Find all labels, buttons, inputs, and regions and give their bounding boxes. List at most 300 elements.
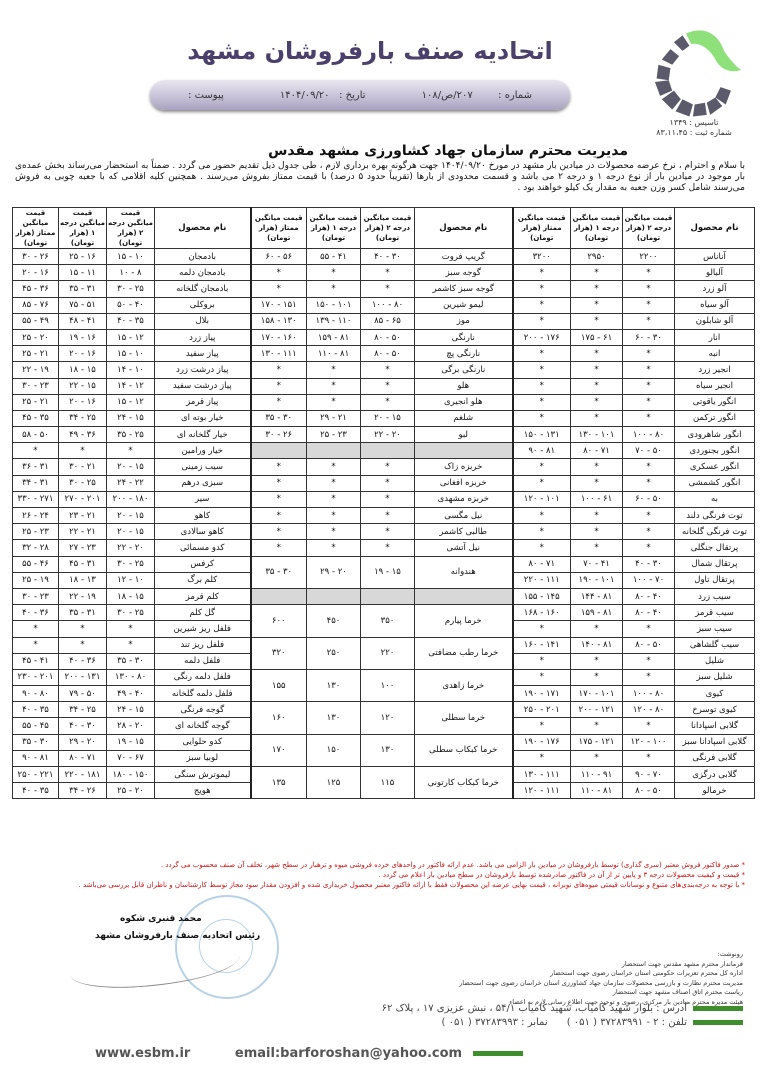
accent-bar-icon [693,1020,743,1025]
footer-contact [382,1002,743,1030]
product-name-cell: کاهو [155,508,251,524]
price-cell: ۳۰ - ۴۰ [59,718,107,734]
price-cell: ۱۹ - ۲۲ [59,588,107,604]
price-cell: ۲۹۵۰ [571,249,623,265]
price-cell: ۱۵ - ۱۹ [107,734,155,750]
product-name-cell: گلابی فرنگی [675,750,755,766]
footer-phone-line [382,1016,743,1030]
price-cell: ۱۶ - ۱۹ [59,329,107,345]
price-cell: ۳۶ - ۴۰ [59,653,107,669]
price-cell: * [59,621,107,637]
product-name-cell: انگور عسکری [675,459,755,475]
price-cell: ۱۵ - ۱۹ [361,556,415,588]
product-name-cell: انگور شاهرودی [675,427,755,443]
product-name-cell: بادمجان دلمه [155,265,251,281]
price-cell: ۳۱ - ۳۴ [13,475,59,491]
product-name-cell: گوجه فرنگی [155,702,251,718]
price-cell: ۲۵۰ [307,637,361,669]
note-item: * با توجه به درجه‌بندی‌های متنوع و نوسانات قیمتی میوه‌های نوبرانه ، قیمت نهایی عرضه این محصولات فقط با ارائه فاکتور معتبر محصول خریداری شده و افزودن مقدار سود مجاز توسط کارشناسان و ناظران قابل بررسی می‌باشد . [78,881,745,889]
product-name-cell: لیموترش سنگی [155,767,251,783]
price-cell: ۱۳۱ - ۲۰۰ [59,669,107,685]
product-name-cell: فلفل دلمه [155,653,251,669]
price-cell: * [513,669,571,685]
price-cell: * [623,508,675,524]
price-cell: * [513,475,571,491]
price-cell: ۵۰ - ۸۰ [623,637,675,653]
product-name-cell: طالبی کاشمر [415,524,513,540]
price-cell: * [623,669,675,685]
price-cell: ۱۵ - ۲۲ [59,378,107,394]
product-name-cell: سیب قرمز [675,605,755,621]
cc-item: هیئت مدیره محترم میادین بار مرکزی، رضوی و توحید جهت اطلاع رسانی لازم به اعضاء [509,997,743,1006]
price-cell: ۱۳۰ [361,734,415,766]
table-header-row [13,208,755,249]
price-cell: * [307,394,361,410]
price-cell: * [107,637,155,653]
price-cell: ۷۰ - ۹۰ [623,767,675,783]
product-name-cell: کرفس [155,556,251,572]
price-cell: ۴۱ - ۵۵ [307,249,361,265]
product-name-cell: پرتقال جنگلی [675,540,755,556]
price-cell: ۳۵۰ [361,605,415,637]
price-cell: * [513,362,571,378]
price-cell: ۵۰ - ۸۰ [361,346,415,362]
product-name-cell: نارنگی [415,329,513,345]
price-cell: ۲۳ - ۳۰ [13,588,59,604]
union-title: اتحادیه صنف بارفروشان مشهد [187,37,553,65]
price-cell: ۱۵۵ [251,669,307,701]
price-cell: ۸۰ - ۱۰۰ [623,686,675,702]
table-row [13,249,755,265]
price-cell: ۱۵ - ۱۸ [59,362,107,378]
product-name-cell: خرما کبکاب کارتونی [415,767,513,799]
product-name-cell: سبزی درهم [155,475,251,491]
table-row [13,378,755,394]
product-name-cell: موز [415,313,513,329]
product-name-cell: خرما رطب مضافتی [415,637,513,669]
price-cell: * [361,475,415,491]
price-cell: * [251,362,307,378]
price-cell: * [13,621,59,637]
price-cell: * [107,621,155,637]
product-name-cell: انبه [675,346,755,362]
product-name-cell: پیاز زرد [155,329,251,345]
price-cell: ۲۰ - ۲۵ [13,329,59,345]
price-cell: ۱۵ - ۲۴ [107,410,155,426]
product-name-cell: فلفل دلمه گلخانه [155,686,251,702]
price-cell: ۲۱ - ۳۰ [59,459,107,475]
table-row [13,362,755,378]
product-name-cell: نیل مگسی [415,508,513,524]
price-cell: ۲۰ - ۲۹ [59,734,107,750]
price-cell: ۱۴۵ - ۱۵۵ [513,588,571,604]
price-cell: * [571,475,623,491]
product-name-cell [415,588,513,604]
header-grade2: قیمت میانگین درجه ۲ (هزار تومان) [107,209,154,247]
header-grade1: قیمت میانگین درجه ۱ (هزار تومان) [307,208,361,249]
price-cell: * [307,508,361,524]
price-cell: ۱۵ - ۲۰ [107,524,155,540]
product-name-cell: خرما پیارم [415,605,513,637]
price-cell: ۵۰ - ۷۰ [623,443,675,459]
product-name-cell: گلابی اسپادانا [675,718,755,734]
price-cell: ۳۰ - ۳۵ [13,734,59,750]
price-cell: ۱۰۰ - ۱۲۰ [623,734,675,750]
price-cell: ۵۰ - ۸۰ [623,783,675,799]
price-cell: * [307,491,361,507]
table-row [13,508,755,524]
price-cell: * [623,297,675,313]
price-cell: * [623,362,675,378]
price-cell: * [307,540,361,556]
product-name-cell: بادمجان گلخانه [155,281,251,297]
product-name-cell: توت فرنگی گلخانه [675,524,755,540]
price-cell: ۱۰ - ۱۴ [107,362,155,378]
price-cell: * [623,313,675,329]
product-name-cell: نارنگی پچ [415,346,513,362]
price-cell: ۲۲۱ - ۲۵۰ [13,767,59,783]
price-cell: ۲۳ - ۲۷ [59,540,107,556]
header-grade1: قیمت میانگین درجه ۱ (هزار تومان) [59,209,106,247]
table-row [13,297,755,313]
price-cell: ۱۵ - ۱۸ [107,588,155,604]
price-cell: ۱۶۰ - ۱۶۸ [513,605,571,621]
union-logo-icon [648,25,743,120]
number-field: شماره : ۲۰۷/ص/۱۰۸ [421,89,532,101]
price-cell: * [251,524,307,540]
table-row [13,540,755,556]
table-row [13,475,755,491]
product-name-cell: خرما سطلی [415,702,513,734]
price-cell: ۸۱ - ۱۴۴ [571,588,623,604]
price-cell: * [571,508,623,524]
date-field: تاریخ : ۱۴۰۴/۰۹/۲۰ [279,89,366,101]
price-cell: * [307,281,361,297]
product-name-cell: انجیر زرد [675,362,755,378]
product-name-cell: کاهو سالادی [155,524,251,540]
product-name-cell: لوبیا سبز [155,750,251,766]
price-cell [251,588,307,604]
price-cell: ۱۰۰ [361,669,415,701]
price-cell: ۱۵ - ۲۴ [107,702,155,718]
table-row [13,443,755,459]
price-cell [307,443,361,459]
price-cell: ۷۰ - ۱۰۰ [623,572,675,588]
cc-item: مدیریت محترم نظارت و بازرسی محصولات سازمان جهاد کشاورزی استان خراسان رضوی جهت استحضار [459,978,743,987]
product-name-cell: بروکلی [155,297,251,313]
product-name-cell: خیار بوته ای [155,410,251,426]
price-cell: ۸۱ - ۹۰ [13,750,59,766]
cc-item: فرماندار محترم مشهد مقدس جهت استحضار [621,959,743,968]
price-cell: ۱۷۰ [251,734,307,766]
product-name-cell: پرتقال شمال [675,556,755,572]
price-cell: ۳۱ - ۳۵ [59,281,107,297]
price-cell: * [623,653,675,669]
price-cell: ۱۶ - ۲۰ [59,346,107,362]
price-cell: ۵۰ - ۸۰ [361,329,415,345]
price-cell: ۳۶ - ۴۵ [13,281,59,297]
website-link[interactable]: www.esbm.ir [95,1046,191,1061]
price-cell: ۶۵ - ۸۵ [361,313,415,329]
price-cell: ۳۵ - ۴۵ [13,410,59,426]
price-cell: ۳۵ - ۴۰ [107,313,155,329]
price-cell: * [361,508,415,524]
cc-label: رونوشت: [717,950,743,958]
price-cell: * [307,362,361,378]
price-cell: ۸۰ - ۱۳۰ [107,669,155,685]
header-grade2: قیمت میانگین درجه ۲ (هزار تومان) [623,208,675,249]
price-cell: ۱۵۰ [307,734,361,766]
price-cell: ۲۰۱ - ۲۵۰ [513,702,571,718]
price-cell: ۱۳۰ [307,702,361,734]
price-cell: ۱۱۱ - ۱۳۰ [513,767,571,783]
price-cell: ۱۰۱ - ۱۷۰ [571,686,623,702]
price-cell: ۴۵۰ [307,605,361,637]
product-name-cell: به [675,491,755,507]
product-name-cell: آلبالو [675,265,755,281]
price-cell: ۲۲۰۰ [623,249,675,265]
price-cell: * [513,459,571,475]
product-name-cell: سیب گلشاهی [675,637,755,653]
product-name-cell: خرما کبکاب سطلی [415,734,513,766]
footer-web-line [95,1046,523,1062]
price-cell [361,443,415,459]
price-cell: * [513,297,571,313]
price-cell: ۱۷۶ - ۲۰۰ [513,329,571,345]
cc-item: ریاست محترم اتاق اصناف مشهد جهت استحضار [612,988,743,996]
header-name: نام محصول [155,208,251,249]
price-cell: * [361,524,415,540]
product-name-cell [415,443,513,459]
note-item: * قیمت و کیفیت محصولات درجه ۳ و پایین تر از آن در فاکتور صادرشده توسط بارفروشان در سطح میادین بار اعلام می گردد . [378,871,745,879]
price-cell: ۱۲۱ - ۲۰۰ [571,702,623,718]
price-cell: ۱۰۱ - ۱۳۰ [571,427,623,443]
product-name-cell: لیمو شیرین [415,297,513,313]
product-name-cell: پیاز درشت زرد [155,362,251,378]
product-name-cell: خربزه زاک [415,459,513,475]
price-cell: ۴۹ - ۵۵ [13,313,59,329]
product-name-cell: گلابی درگزی [675,767,755,783]
table-row [13,394,755,410]
price-cell: ۱۹ - ۲۵ [13,572,59,588]
product-name-cell: سیب زرد [675,588,755,604]
price-cell: * [251,508,307,524]
price-cell: ۳۱ - ۳۵ [59,605,107,621]
table-row [13,588,755,604]
price-cell: ۲۶ - ۳۰ [13,249,59,265]
price-cell: ۴۰ - ۵۰ [107,297,155,313]
price-cell: ۲۰۱ - ۲۳۰ [13,669,59,685]
price-cell: ۳۲۰۰ [513,249,571,265]
price-cell: ۲۰ - ۲۲ [361,427,415,443]
price-cell: ۷۱ - ۸۰ [513,556,571,572]
price-cell: ۲۷۱ - ۳۳۰ [13,491,59,507]
price-cell: * [513,621,571,637]
footer-address: آدرس : بلوار شهید کامیاب، شهید کامیاب ۵۴/۱ ، نبش عزیزی ۱۷ ، پلاک ۶۲ [381,1003,687,1014]
price-cell: ۲۱ - ۲۳ [59,508,107,524]
signatory-name: محمد قنبری شکوه [120,914,202,924]
note-item: * صدور فاکتور فروش معتبر (سری گذاری) توسط بارفروشان در میادین بار الزامی می باشد. عدم ارائه فاکتور در واحدهای خرده فروشی میوه و ترهبار در سطح شهر، تخلف آن صنف محسوب می گردد . [160,861,745,869]
price-cell: * [513,281,571,297]
price-cell: ۲۲۰ [361,637,415,669]
product-name-cell: بلال [155,313,251,329]
product-name-cell: خربزه افغانی [415,475,513,491]
price-cell: ۸۰ - ۱۲۰ [623,702,675,718]
price-cell: ۲۱ - ۲۵ [13,394,59,410]
price-cell: * [623,621,675,637]
product-name-cell: پیاز درشت سفید [155,378,251,394]
price-cell: ۴۰ - ۴۹ [107,686,155,702]
price-cell: ۲۵ - ۳۴ [59,702,107,718]
header-premium: قیمت میانگین ممتاز (هزار تومان) [13,208,59,249]
price-cell: ۸۰ - ۹۰ [13,686,59,702]
footer-fax: نمابر : ۳۷۲۸۳۹۹۳ ( ۰۵۱ ) [441,1017,548,1028]
product-name-cell: کیوی [675,686,755,702]
price-cell: * [251,540,307,556]
price-cell: ۲۵ - ۳۰ [59,475,107,491]
table-row [13,265,755,281]
price-cell: ۱۷۶ - ۱۹۰ [513,734,571,750]
price-cell: ۲۰ - ۲۹ [307,556,361,588]
price-cell: ۴۱ - ۴۵ [13,653,59,669]
price-cell: * [623,265,675,281]
product-name-cell: آناناس [675,249,755,265]
table-row [13,556,755,572]
price-cell: ۷۱ - ۸۰ [571,443,623,459]
price-cell: * [513,378,571,394]
product-name-cell: خیار ورامین [155,443,251,459]
price-cell: ۱۵۰ - ۱۸۰ [107,767,155,783]
price-cell: ۱۰ - ۱۵ [107,346,155,362]
product-name-cell: پیاز قرمز [155,394,251,410]
price-cell: * [307,475,361,491]
price-cell: ۱۶۰ [251,702,307,734]
price-cell: ۴۰ - ۸۰ [623,588,675,604]
letter-meta-bar [150,80,570,110]
price-cell: ۱۵ - ۲۰ [107,508,155,524]
price-cell: ۲۶ - ۳۰ [251,427,307,443]
price-cell: ۳۲۰ [251,637,307,669]
price-cell: * [623,394,675,410]
price-cell: * [251,459,307,475]
accent-bar-icon [693,1006,743,1011]
price-cell: * [513,410,571,426]
price-cell: * [623,459,675,475]
price-cell: * [251,281,307,297]
price-cell: * [361,540,415,556]
product-name-cell: شلیل [675,653,755,669]
price-cell: * [623,410,675,426]
price-cell: ۱۲۵ [307,767,361,799]
price-cell: * [623,281,675,297]
header-grade1: قیمت میانگین درجه ۱ (هزار تومان) [571,208,623,249]
product-name-cell: آلو زرد [675,281,755,297]
price-cell: ۸۱ - ۹۰ [513,443,571,459]
price-cell: ۳۰ - ۴۰ [623,556,675,572]
product-name-cell: فلفل دلمه رنگی [155,669,251,685]
product-name-cell: انگور بجنوردی [675,443,755,459]
price-cell: * [513,524,571,540]
price-cell: ۷۶ - ۸۵ [13,297,59,313]
price-cell: ۱۲ - ۱۵ [107,329,155,345]
product-name-cell: هلو انجیری [415,394,513,410]
price-cell: * [513,653,571,669]
price-cell: ۲۳ - ۲۵ [13,524,59,540]
cc-list [459,950,743,1007]
product-name-cell: گل کلم [155,605,251,621]
product-name-cell: خربزه مشهدی [415,491,513,507]
price-cell: * [513,750,571,766]
price-cell: ۲۵ - ۳۰ [107,556,155,572]
price-cell: ۲۵ - ۳۰ [107,605,155,621]
table-row [13,702,755,718]
product-name-cell: کلم برگ [155,572,251,588]
price-cell: ۱۳ - ۱۸ [59,572,107,588]
header-name: نام محصول [415,208,513,249]
price-cell: * [307,265,361,281]
price-cell: * [571,750,623,766]
table-row [13,459,755,475]
price-cell: * [513,313,571,329]
product-name-cell: نارنگی برگی [415,362,513,378]
price-cell: * [361,378,415,394]
product-name-cell: فلفل ریز تند [155,637,251,653]
price-cell: ۱۵ - ۲۰ [107,459,155,475]
table-row [13,605,755,621]
price-cell: ۱۱۵ [361,767,415,799]
product-name-cell: کدو مسمائی [155,540,251,556]
price-cell: ۶۱ - ۱۰۰ [571,491,623,507]
price-cell: ۲۱ - ۲۲ [59,524,107,540]
price-cell: ۵۶ - ۶۰ [251,249,307,265]
product-name-cell: شلیل سبز [675,669,755,685]
table-row [13,767,755,783]
price-cell: * [307,378,361,394]
price-cell: ۲۵ - ۳۵ [107,427,155,443]
price-cell: ۴۰ - ۸۰ [623,605,675,621]
price-cell: ۱۶۰ - ۱۷۰ [251,329,307,345]
price-cell: * [571,362,623,378]
price-cell: * [571,346,623,362]
price-cell: * [59,443,107,459]
product-name-cell: هویج [155,783,251,799]
price-cell: * [571,378,623,394]
price-cell: ۱۱۰ - ۱۳۹ [307,313,361,329]
price-cell: ۱۰۱ - ۱۵۰ [307,297,361,313]
product-name-cell: گریپ فروت [415,249,513,265]
price-cell: ۵۰ - ۶۰ [623,491,675,507]
table-row [13,427,755,443]
price-cell: ۱۸۱ - ۲۲۰ [59,767,107,783]
price-cell: * [571,524,623,540]
price-cell: ۱۲۰ [361,702,415,734]
price-cell: * [251,475,307,491]
price-cell: ۳۵ - ۴۰ [13,702,59,718]
cc-item: اداره کل محترم تعزیرات حکومتی استان خراسان رضوی جهت استحضار [550,969,743,977]
price-cell: ۱۶ - ۲۰ [13,265,59,281]
table-row [13,524,755,540]
price-cell: ۲۵ - ۳۰ [107,281,155,297]
price-table [12,207,755,799]
price-cell: ۱۳۰ - ۱۵۸ [251,313,307,329]
price-cell: * [571,410,623,426]
price-cell: * [571,718,623,734]
price-cell: * [623,540,675,556]
email-link[interactable]: email:barforoshan@yahoo.com [234,1046,463,1061]
price-cell: ۱۱۱ - ۱۲۰ [513,783,571,799]
price-cell: * [307,459,361,475]
price-cell: ۲۰ - ۲۵ [107,783,155,799]
